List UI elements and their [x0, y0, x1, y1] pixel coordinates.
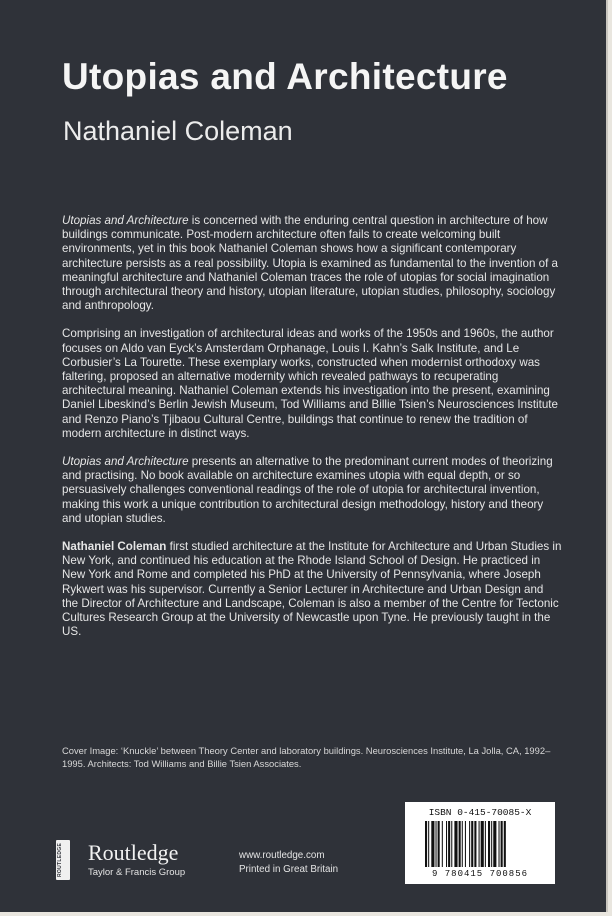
barcode-icon: [425, 821, 535, 869]
author-bio-name: Nathaniel Coleman: [62, 540, 167, 554]
barcode-bar: [451, 821, 452, 867]
book-author: Nathaniel Coleman: [63, 116, 293, 146]
cover-image-credit: Cover Image: ‘Knuckle’ between Theory Center and laboratory buildings. Neurosciences Institute, La Jolla, CA, 1992–1995. Architects: Tod Williams and Billie Tsien Associates.: [62, 745, 551, 769]
barcode-bar: [448, 821, 450, 867]
printed-in: Printed in Great Britain: [239, 864, 339, 875]
barcode-bar: [501, 821, 503, 867]
blurb-paragraph-1: [62, 214, 562, 313]
barcode-panel: [405, 802, 555, 884]
barcode-bar: [465, 821, 466, 867]
barcode-bar: [462, 821, 463, 867]
barcode-bar: [428, 821, 429, 867]
blurb-paragraph-3: [62, 455, 562, 526]
blurb-title-ref: Utopias and Architecture: [62, 455, 189, 469]
publisher-info: [239, 849, 338, 877]
barcode-bar: [442, 821, 443, 867]
barcode-bar: [485, 821, 486, 867]
blurb-text: is concerned with the enduring central question in architecture of how buildings communicate. Post-modern architecture often fails to create welcoming built environments, yet in this book Nathaniel Coleman shows how a significant contemporary architecture persists as a real possibility. Utopia is examined as fundamental to the invention of a meaningful architecture and Nathaniel Coleman traces the role of utopias for social imagination through architectural theory and history, utopian literature, utopian studies, philosophy, sociology and anthropology.: [62, 214, 559, 313]
barcode-bar: [481, 821, 484, 867]
barcode-bar: [425, 821, 427, 867]
barcode-bar: [493, 821, 496, 867]
barcode-bar: [479, 821, 480, 867]
blurb: [62, 214, 562, 653]
barcode-bar: [459, 821, 461, 867]
barcode-bar: [436, 821, 437, 867]
barcode-bar: [488, 821, 490, 867]
barcode-bar: [454, 821, 457, 867]
blurb-text: presents an alternative to the predominant current modes of theorizing and practising. No book available on architecture examines utopia with equal depth, or so persuasively challenges conventional readings of the role of utopia for architectural invention, making this work a unique contribution to architectural design methodology, history and theory and utopian studies.: [62, 455, 553, 525]
author-bio-text: first studied architecture at the Institute for Architecture and Urban Studies in New York, and continued his education at the Rhode Island School of Design. He practiced in New York and Rome and completed his PhD at the University of Pennsylvania, where Joseph Rykwert was his supervisor. Currently a Senior Lecturer in Architecture and Urban Design and the Director of Architecture and Landscape, Coleman is also a member of the Centre for Tectonic Cultures Research Group at the University of Newcastle upon Tyne. He previously taught in the US.: [62, 540, 562, 639]
barcode-bar: [431, 821, 434, 867]
barcode-bar: [491, 821, 492, 867]
blurb-paragraph-2: Comprising an investigation of architectural ideas and works of the 1950s and 1960s, the author focuses on Aldo van Eyck’s Amsterdam Orphanage, Louis I. Kahn’s Salk Institute, and Le Corbusier’s La Tourette. These exemplary works, constructed when modernist orthodoxy was faltering, proposed an alternative modernity which revealed pathways to recuperating architectural meaning. Nathaniel Coleman extends his investigation into the present, examining Daniel Libeskind’s Berlin Jewish Museum, Tod Williams and Billie Tsien’s Neurosciences Institute and Renzo Piano’s Tjibaou Cultural Centre, buildings that continue to renew the tradition of modern architecture in distinct ways.: [62, 327, 558, 440]
blurb-title-ref: Utopias and Architecture: [62, 214, 189, 227]
barcode-bar: [446, 821, 447, 867]
barcode-bar: [474, 821, 476, 867]
publisher-name: Routledge: [88, 840, 179, 865]
logo-text: ROUTLEDGE: [57, 842, 63, 878]
barcode-bar: [438, 821, 440, 867]
routledge-logo-icon: [56, 840, 70, 880]
publisher-website: www.routledge.com: [239, 850, 325, 861]
publisher-group: Taylor & Francis Group: [88, 867, 186, 878]
barcode-bar: [504, 821, 506, 867]
author-bio: [62, 540, 562, 639]
book-title: Utopias and Architecture: [62, 56, 508, 97]
isbn-label: ISBN 0-415-70085-X: [428, 807, 532, 818]
barcode-bar: [499, 821, 500, 867]
barcode-number: 9 780415 700856: [431, 869, 528, 879]
barcode-bar: [469, 821, 470, 867]
barcode-bar: [471, 821, 473, 867]
